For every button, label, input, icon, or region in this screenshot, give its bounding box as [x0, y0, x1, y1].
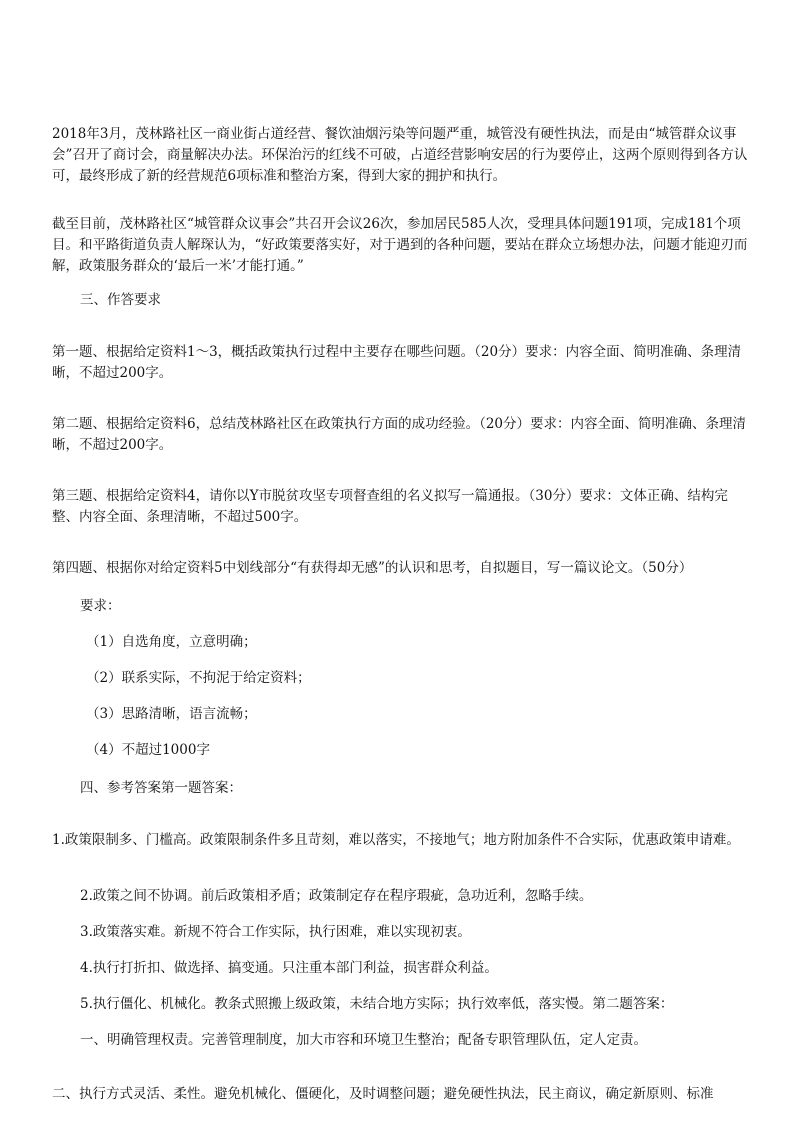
paragraph-material-summary: 截至目前，茂林路社区“城管群众议事会”共召开会议26次，参加居民585人次，受理具体问题191项，完成181个项目。和平路街道负责人解琛认为，“好政策要落实好，对于遇到的各种问题，要站在群众立场想办法，问题才能迎刃而解，政策服务群众的‘最后一米’才能打通。”	[52, 216, 748, 274]
requirement-1: （1）自选角度，立意明确；	[86, 634, 257, 650]
question-3: 第三题、根据给定资料4，请你以Y市脱贫攻坚专项督查组的名义拟写一篇通报。（30分）要求：文体正确、结构完整、内容全面、条理清晰，不超过500字。	[52, 488, 728, 525]
requirement-3: （3）思路清晰，语言流畅；	[86, 706, 257, 722]
answer-1-item-4: 4.执行打折扣、做选择、搞变通。只注重本部门利益，损害群众利益。	[80, 960, 498, 976]
answer-1-item-3: 3.政策落实难。新规不符合工作实际，执行困难，难以实现初衷。	[80, 924, 471, 940]
question-4: 第四题、根据你对给定资料5中划线部分“有获得却无感”的认识和思考，自拟题目，写一篇议论文。（50分）	[52, 560, 693, 576]
section-heading-requirements: 三、作答要求	[80, 292, 161, 308]
answer-2-item-2: 二、执行方式灵活、柔性。避免机械化、僵硬化，及时调整问题；避免硬性执法，民主商议，确定新原则、标准	[52, 1086, 714, 1102]
answer-1-item-2: 2.政策之间不协调。前后政策相矛盾；政策制定存在程序瑕疵，急功近利，忽略手续。	[80, 888, 593, 904]
question-2: 第二题、根据给定资料6，总结茂林路社区在政策执行方面的成功经验。（20分）要求：内容全面、简明准确、条理清晰，不超过200字。	[52, 416, 747, 453]
question-1: 第一题、根据给定资料1～3，概括政策执行过程中主要存在哪些问题。（20分）要求：内容全面、简明准确、条理清晰，不超过200字。	[52, 344, 742, 381]
requirement-4: （4）不超过1000字	[86, 742, 210, 758]
answer-1-item-1: 1.政策限制多、门槛高。政策限制条件多且苛刻，难以落实，不接地气；地方附加条件不合实际，优惠政策申请难。	[52, 832, 740, 848]
paragraph-material-2018: 2018年3月，茂林路社区一商业街占道经营、餐饮油烟污染等问题严重，城管没有硬性执法，而是由“城管群众议事会”召开了商讨会，商量解决办法。环保治污的红线不可破，占道经营影响安居的行为要停止，这两个原则得到各方认可，最终形成了新的经营规范6项标准和整治方案，得到大家的拥护和执行。	[52, 126, 748, 184]
answer-2-item-1: 一、明确管理权责。完善管理制度，加大市容和环境卫生整治；配备专职管理队伍，定人定责。	[80, 1032, 647, 1048]
section-heading-answers: 四、参考答案第一题答案：	[80, 780, 242, 796]
answer-1-item-5: 5.执行僵化、机械化。教条式照搬上级政策，未结合地方实际；执行效率低，落实慢。第二题答案：	[80, 996, 674, 1012]
requirement-2: （2）联系实际，不拘泥于给定资料；	[86, 670, 311, 686]
requirements-label: 要求：	[80, 598, 121, 614]
